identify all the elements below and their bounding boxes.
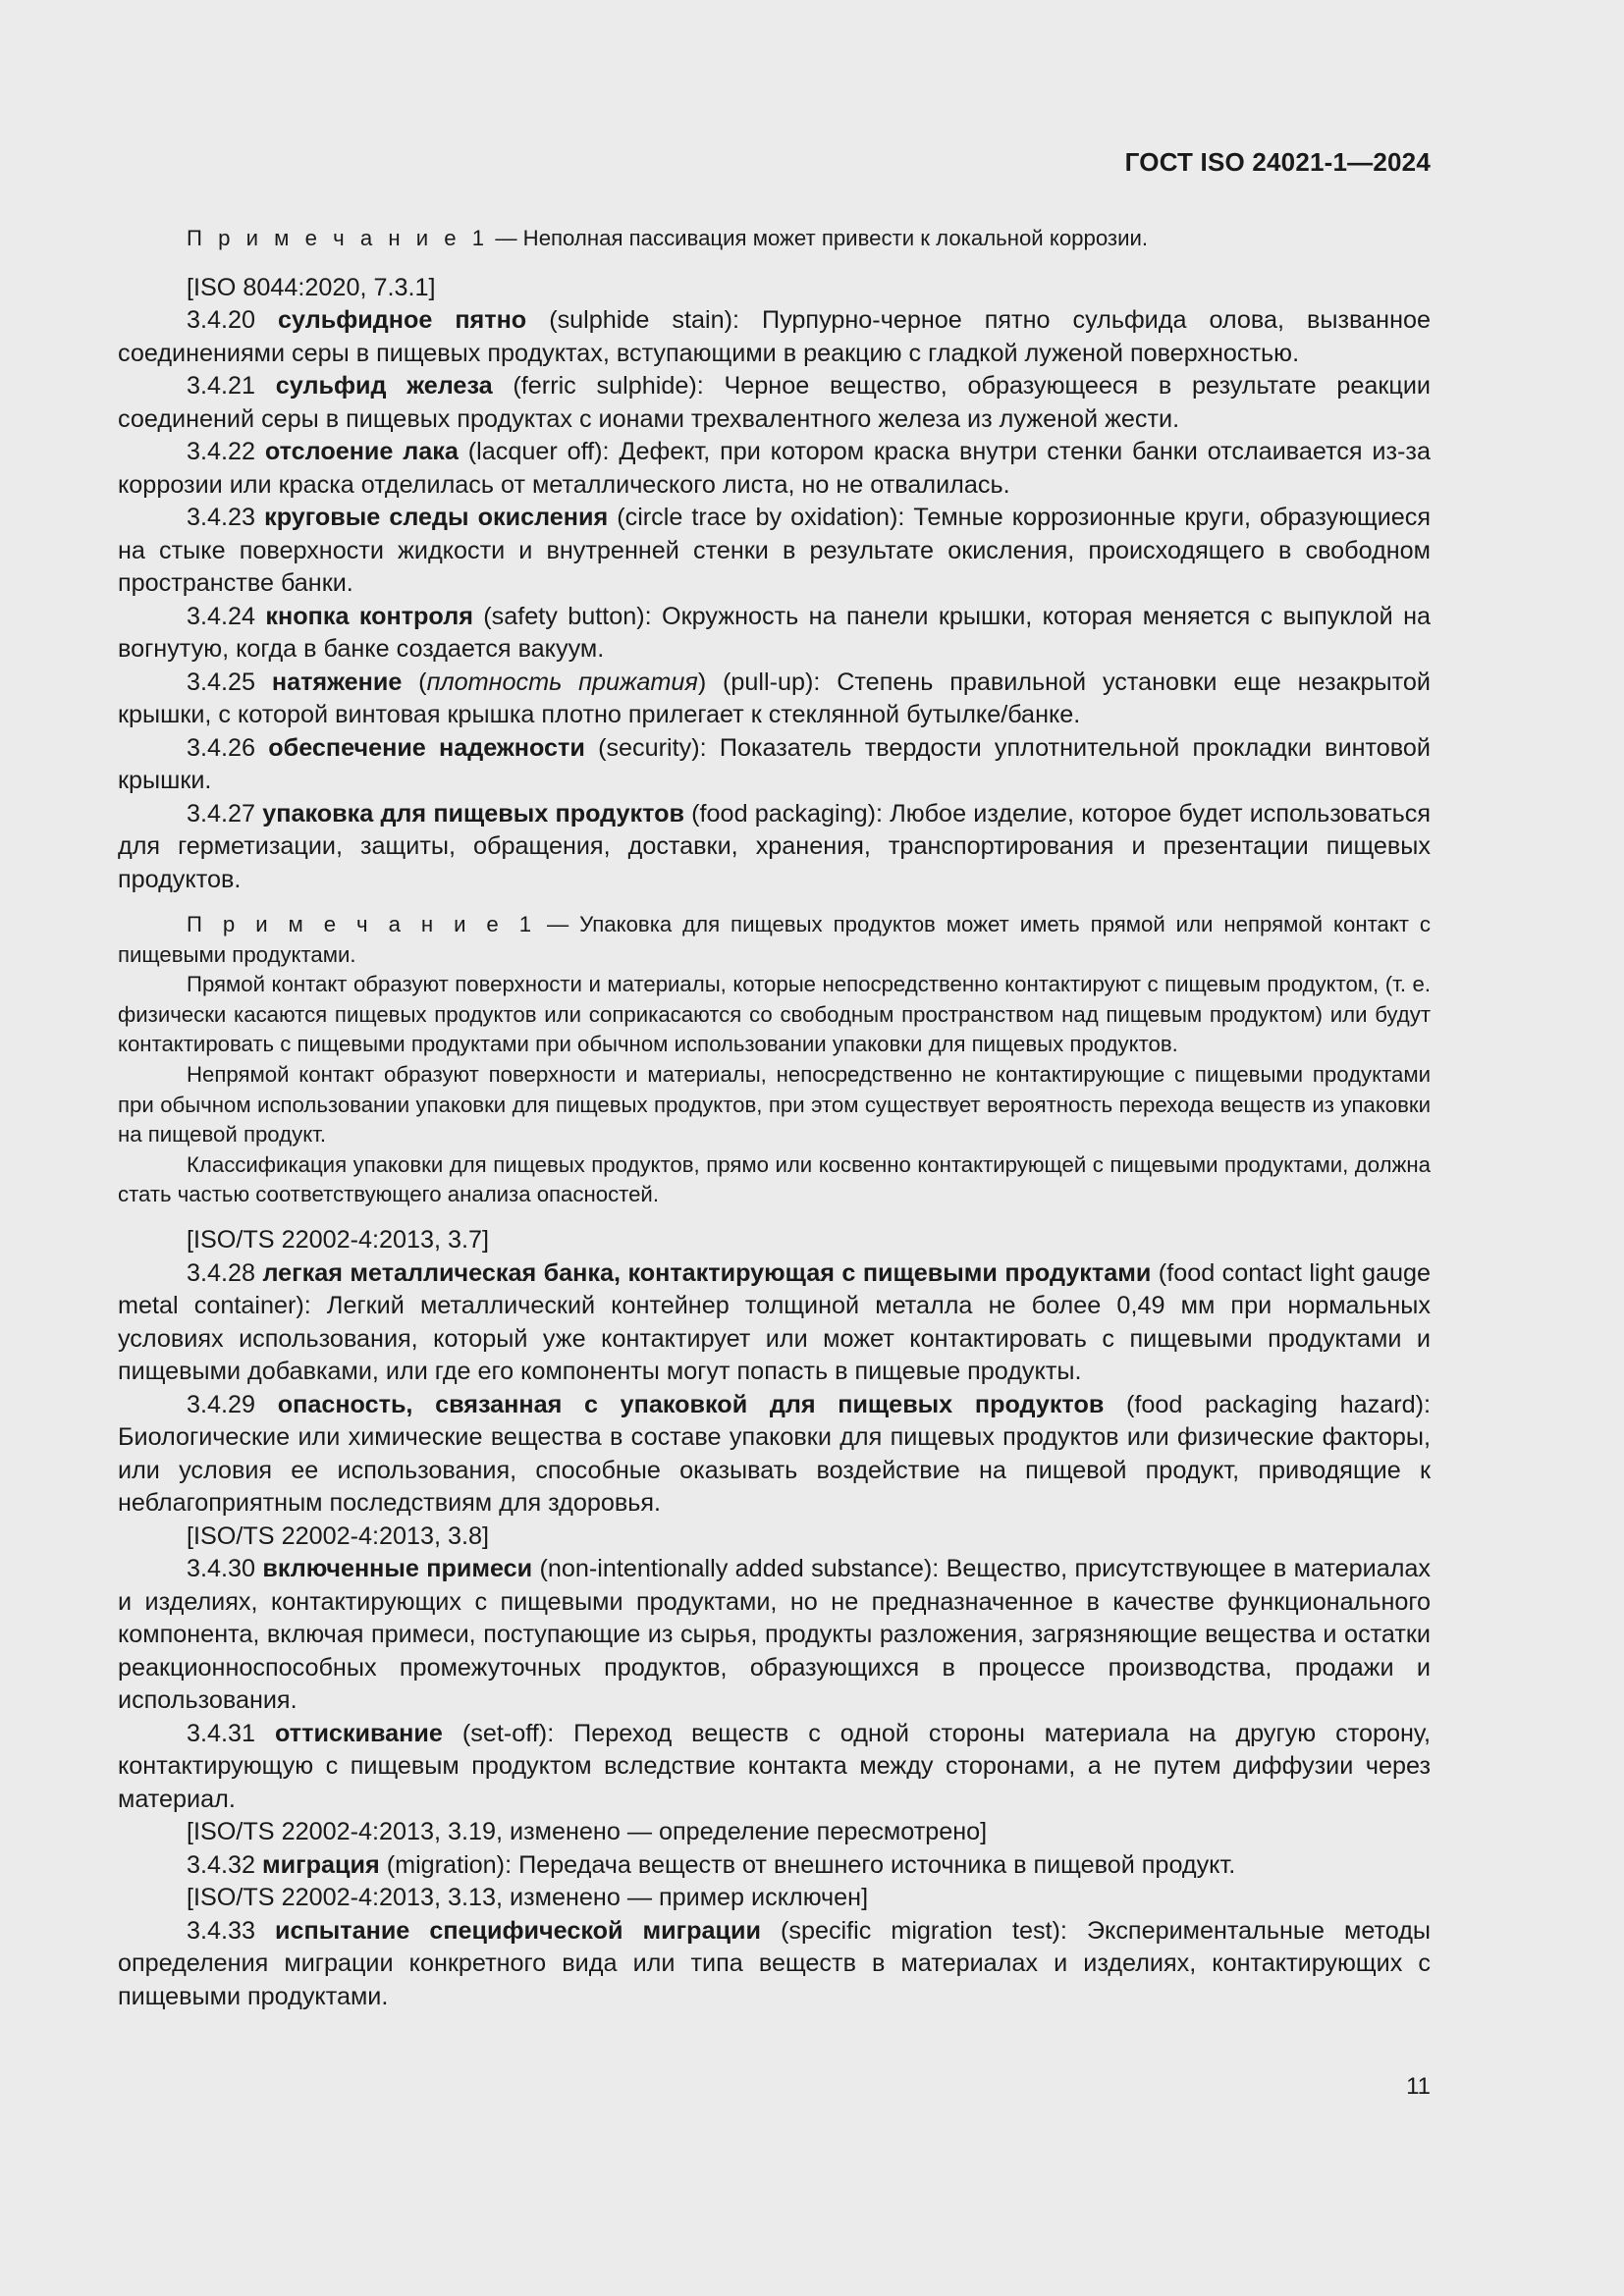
- term-number: 3.4.23: [187, 504, 265, 532]
- paren-open: (: [402, 667, 427, 696]
- term-entry-3-4-24: [118, 601, 1431, 667]
- term-number: 3.4.21: [187, 372, 276, 400]
- term-number: 3.4.22: [187, 438, 265, 466]
- source-reference: [ISO/TS 22002-4:2013, 3.13, изменено — пример исключен]: [187, 1884, 869, 1912]
- term-number: 3.4.24: [187, 602, 266, 630]
- page-content: [118, 224, 1431, 2013]
- term-entry-3-4-22: [118, 436, 1431, 502]
- term-definition: (safety button): Окружность на панели крышки, которая меняется с выпуклой на вогнутую, когда в банке создается вакуум.: [118, 602, 1431, 664]
- term-number: 3.4.25: [187, 667, 272, 696]
- document-page: [118, 0, 1431, 2296]
- note-paragraph: Классификация упаковки для пищевых продуктов, прямо или косвенно контактирующей с пищевыми продуктами, должна стать частью соответствующего анализа опасностей.: [118, 1151, 1431, 1207]
- term-number: 3.4.33: [187, 1916, 276, 1945]
- term-name: круговые следы окисления: [264, 504, 609, 532]
- term-entry-3-4-27: [118, 798, 1431, 897]
- term-number: 3.4.30: [187, 1555, 263, 1583]
- term-definition: (security): Показатель твердости уплотнительной прокладки винтовой крышки.: [118, 733, 1431, 795]
- term-name: включенные примеси: [262, 1555, 533, 1583]
- note-text: — Упаковка для пищевых продуктов может иметь прямой или непрямой контакт с пищевыми продуктами.: [118, 912, 1431, 967]
- term-definition: (lacquer off): Дефект, при котором краска внутри стенки банки отслаивается из-за коррозии или краска отделилась от металлического листа, но не отвалилась.: [118, 438, 1431, 499]
- term-name: упаковка для пищевых продуктов: [262, 799, 684, 828]
- term-name: натяжение: [271, 667, 403, 696]
- term-number: 3.4.26: [187, 733, 269, 762]
- term-entry-3-4-29: [118, 1389, 1431, 1521]
- term-name: испытание специфической миграции: [275, 1916, 761, 1945]
- term-entry-3-4-32: [118, 1849, 1431, 1883]
- term-alternative: плотность прижатия: [426, 667, 698, 696]
- term-definition: (food contact light gauge metal container): Легкий металлический контейнер толщиной металла не более 0,49 мм при нормальных условиях использования, который уже контактирует или может контактировать с пищевыми продуктами и пищевыми добавками, или где его компоненты могут попасть в пищевые продукты.: [118, 1258, 1432, 1386]
- term-entry-3-4-21: [118, 370, 1431, 436]
- term-entry-3-4-33: [118, 1915, 1431, 2014]
- term-number: 3.4.20: [187, 306, 279, 335]
- term-definition: (food packaging hazard): Биологические или химические вещества в составе упаковки для пищевых продуктов или физические факторы, или условия ее использования, способные оказывать воздействие на пищевой продукт, приводящие к неблагоприятным последствиям для здоровья.: [118, 1390, 1432, 1518]
- note-paragraph: [118, 910, 1431, 970]
- term-entry-3-4-28: [118, 1257, 1431, 1389]
- source-reference: [ISO/TS 22002-4:2013, 3.19, изменено — определение пересмотрено]: [187, 1818, 988, 1846]
- source-reference: [ISO/TS 22002-4:2013, 3.7]: [187, 1226, 490, 1255]
- note-paragraph: [118, 224, 1431, 254]
- document-id-header: ГОСТ ISO 24021-1—2024: [1124, 147, 1431, 177]
- term-entry-3-4-26: [118, 732, 1431, 798]
- term-name: кнопка контроля: [265, 602, 473, 630]
- term-name: миграция: [262, 1850, 380, 1879]
- term-definition: (migration): Передача веществ от внешнего источника в пищевой продукт.: [379, 1850, 1236, 1879]
- term-definition: ) (pull-up): Степень правильной установки еще незакрытой крышки, с которой винтовая крышка плотно прилегает к стеклянной бутылке/банке.: [118, 667, 1431, 729]
- term-name: сульфид железа: [275, 372, 493, 400]
- note-paragraph: Непрямой контакт образуют поверхности и материалы, непосредственно не контактирующие с пищевыми продуктами при обычном использовании упаковки для пищевых продуктов, при этом существует вероятность перехода веществ из упаковки на пищевой продукт.: [118, 1062, 1431, 1148]
- term-entry-3-4-20: [118, 304, 1431, 370]
- note-paragraph: Прямой контакт образуют поверхности и материалы, которые непосредственно контактируют с пищевым продуктом, (т. е. физически касаются пищевых продуктов или соприкасаются со свободным пространством над пищевым продуктом) или будут контактировать с пищевыми продуктами при обычном использовании упаковки для пищевых продуктов.: [118, 972, 1431, 1057]
- term-definition: (food packaging): Любое изделие, которое будет использоваться для герметизации, защиты, обращения, доставки, хранения, транспортирования и презентации пищевых продуктов.: [118, 799, 1431, 893]
- term-entry-3-4-25: [118, 667, 1431, 732]
- term-number: 3.4.32: [187, 1850, 263, 1879]
- source-reference: [ISO 8044:2020, 7.3.1]: [187, 273, 436, 301]
- term-definition: (circle trace by oxidation): Темные коррозионные круги, образующиеся на стыке поверхности жидкости и внутренней стенки в результате окисления, происходящего в свободном пространстве банки.: [118, 504, 1432, 598]
- term-entry-3-4-23: [118, 502, 1431, 601]
- term-number: 3.4.29: [187, 1390, 278, 1418]
- term-definition: (set-off): Переход веществ с одной стороны материала на другую сторону, контактирующую с пищевым продуктом вследствие контакта между сторонами, а не путем диффузии через материал.: [118, 1719, 1431, 1813]
- source-reference: [ISO/TS 22002-4:2013, 3.8]: [187, 1522, 490, 1550]
- term-entry-3-4-30: [118, 1553, 1431, 1718]
- term-definition: (ferric sulphide): Черное вещество, образующееся в результате реакции соединений серы в пищевых продуктах с ионами трехвалентного железа из луженой жести.: [118, 372, 1431, 433]
- term-number: 3.4.27: [187, 799, 263, 828]
- term-definition: (sulphide stain): Пурпурно-черное пятно сульфида олова, вызванное соединениями серы в пищевых продуктах, вступающими в реакцию с гладкой луженой поверхностью.: [118, 306, 1431, 367]
- term-name: отслоение лака: [264, 438, 459, 466]
- term-number: 3.4.28: [187, 1258, 263, 1287]
- term-name: обеспечение надежности: [268, 733, 585, 762]
- term-entry-3-4-31: [118, 1718, 1431, 1817]
- note-label: П р и м е ч а н и е 1: [187, 226, 490, 250]
- term-name: сульфидное пятно: [278, 306, 527, 335]
- note-label: П р и м е ч а н и е 1: [187, 912, 537, 937]
- term-definition: (specific migration test): Экспериментальные методы определения миграции конкретного вида или типа веществ в материалах и изделиях, контактирующих с пищевыми продуктами.: [118, 1916, 1431, 2010]
- term-name: опасность, связанная с упаковкой для пищевых продуктов: [277, 1390, 1105, 1418]
- term-number: 3.4.31: [187, 1719, 276, 1747]
- note-text: — Неполная пассивация может привести к локальной коррозии.: [489, 226, 1149, 250]
- page-number: 11: [1406, 2073, 1431, 2100]
- term-name: легкая металлическая банка, контактирующая с пищевыми продуктами: [262, 1258, 1152, 1287]
- term-name: оттискивание: [275, 1719, 443, 1747]
- term-definition: (non-intentionally added substance): Вещество, присутствующее в материалах и изделиях, контактирующих с пищевыми продуктами, но не предназначенное в качестве функционального компонента, включая примеси, поступающие из сырья, продукты разложения, загрязняющие вещества и остатки реакционноспособных промежуточных продуктов, образующихся в процессе производства, продажи и использования.: [118, 1555, 1432, 1715]
